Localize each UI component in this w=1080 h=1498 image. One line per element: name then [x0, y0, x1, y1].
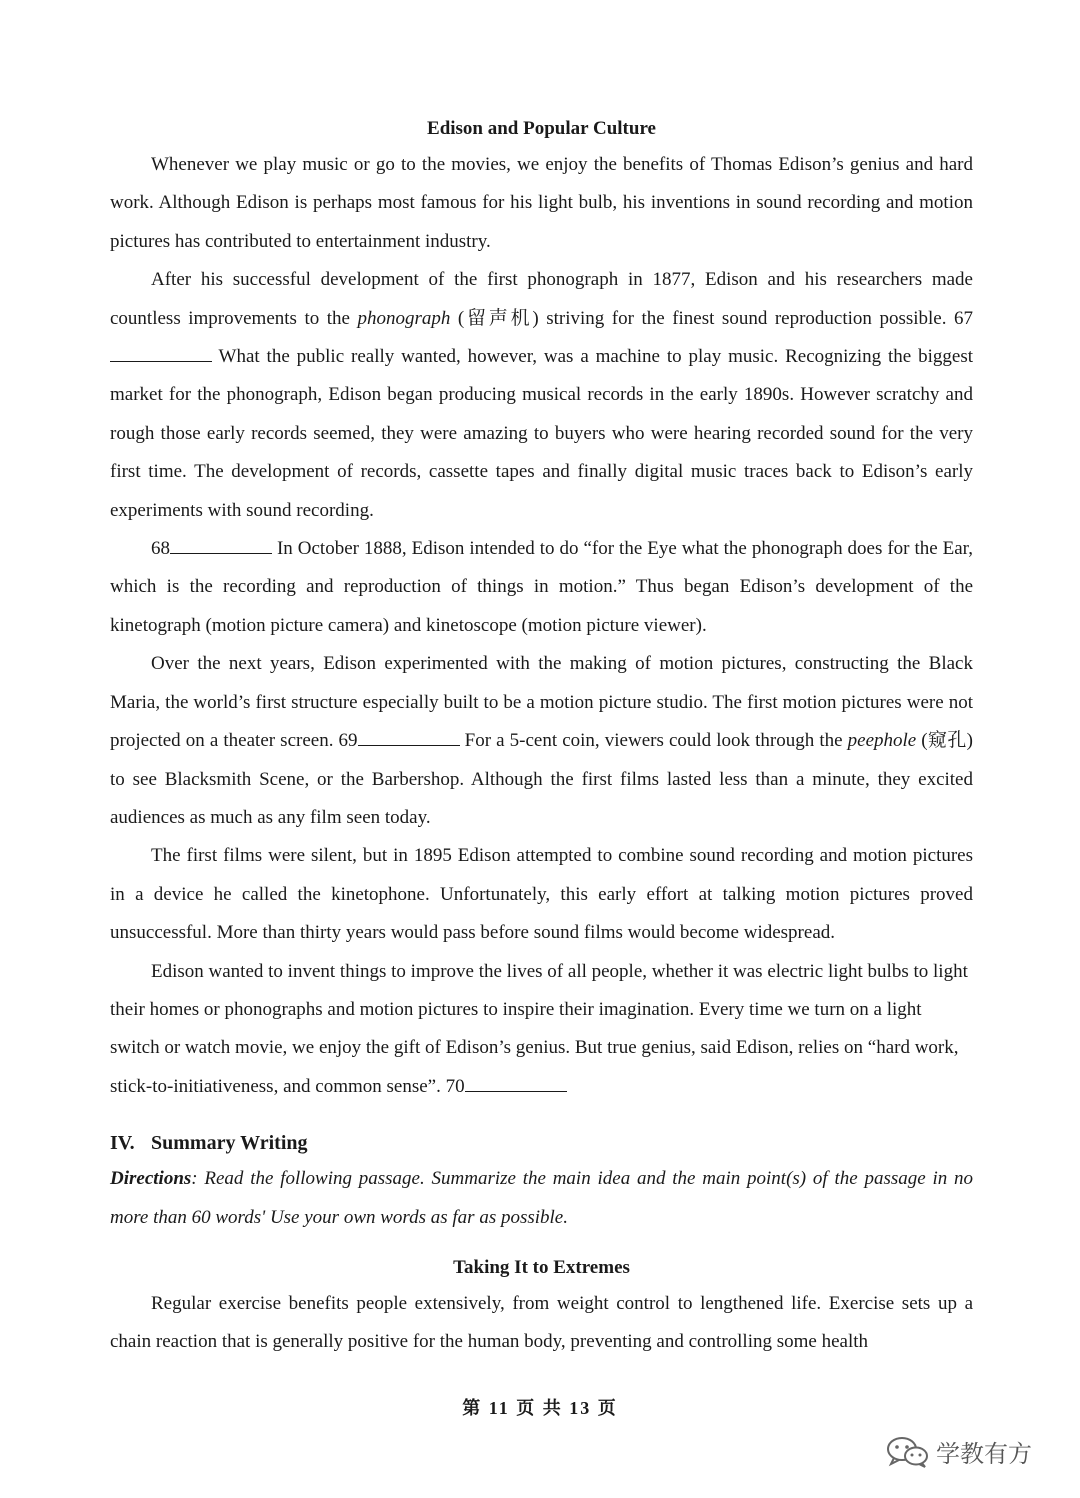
watermark — [886, 1434, 1032, 1469]
paragraph-4-text-a: Over the next years, Edison experimented with the making of motion pictures, constructing the Black Maria, the world’s first structure especially built to be a motion picture studio. The first motion pictures were not projected on a theater screen. 69 — [110, 653, 973, 752]
paragraph-3 — [110, 530, 973, 645]
directions — [110, 1160, 973, 1237]
answer-blank-70[interactable] — [465, 1072, 567, 1092]
answer-blank-69[interactable] — [358, 726, 460, 746]
paragraph-3-text-a: 68 — [151, 538, 170, 560]
paragraph-1: Whenever we play music or go to the movies, we enjoy the benefits of Thomas Edison’s genius and hard work. Although Edison is perhaps most famous for his light bulb, his inventions in sound recording and motion pictures has contributed to entertainment industry. — [110, 154, 973, 252]
paragraph-2-text-a: After his successful development of the first phonograph in 1877, Edison and his researchers made countless improvements to the — [110, 269, 973, 329]
term-peephole: peephole — [847, 730, 917, 752]
directions-label: Directions — [110, 1168, 192, 1190]
answer-blank-67[interactable] — [110, 342, 212, 362]
document-body — [110, 112, 973, 1362]
paragraph-4-text-c: (窥孔) to see Blacksmith Scene, or the Barbershop. Although the first films lasted less than a minute, they excited audiences as much as any film seen today. — [110, 730, 973, 828]
section-title: Summary Writing — [151, 1132, 308, 1155]
paragraph-6-text-a: Edison wanted to invent things to improve the lives of all people, whether it was electric light bulbs to light their homes or phonographs and motion pictures to inspire their imagination. Every time we turn on a light switch or watch movie, we enjoy the gift of Edison’s genius. But true genius, said Edison, relies on “hard work, stick-to-initiativeness, and common sense”. 70 — [110, 960, 968, 1097]
section-number: IV. — [110, 1132, 135, 1155]
paragraph-4 — [110, 645, 973, 837]
article-title: Edison and Popular Culture — [427, 118, 656, 139]
paragraph-2 — [110, 261, 973, 530]
paragraph-6 — [110, 953, 973, 1107]
passage-title: Taking It to Extremes — [453, 1256, 630, 1278]
wechat-icon — [886, 1436, 930, 1468]
watermark-text: 学教有方 — [936, 1440, 1032, 1468]
section-heading — [110, 1126, 973, 1160]
paragraph-2-text-b: (留声机) striving for the finest sound reproduction possible. 67 — [450, 307, 973, 329]
paragraph-7: Regular exercise benefits people extensively, from weight control to lengthened life. Exercise sets up a chain reaction that is generally positive for the human body, preventing and controlling some health — [110, 1292, 973, 1353]
page-footer: 第 11 页 共 13 页 — [462, 1398, 618, 1418]
answer-blank-68[interactable] — [170, 534, 272, 554]
paragraph-5: The first films were silent, but in 1895 Edison attempted to combine sound recording and motion pictures in a device he called the kinetophone. Unfortunately, this early effort at talking motion pictures proved unsuccessful. More than thirty years would pass before sound films would become widespread. — [110, 845, 973, 944]
directions-text: : Read the following passage. Summarize the main idea and the main point(s) of the passage in no more than 60 words' Use your own words as far as possible. — [110, 1168, 973, 1228]
paragraph-4-text-b: For a 5-cent coin, viewers could look through the — [459, 730, 848, 752]
term-phonograph: phonograph — [357, 307, 451, 329]
paragraph-2-text-c: What the public really wanted, however, was a machine to play music. Recognizing the biggest market for the phonograph, Edison began producing musical records in the early 1890s. However scratchy and rough those early records seemed, they were amazing to buyers who were hearing recorded sound for the very first time. The development of records, cassette tapes and finally digital music traces back to Edison’s early experiments with sound recording. — [110, 346, 973, 521]
paragraph-3-text-b: In October 1888, Edison intended to do “for the Eye what the phonograph does for the Ear, which is the recording and reproduction of things in motion.” Thus began Edison’s development of the kinetograph (motion picture camera) and kinetoscope (motion picture viewer). — [110, 538, 973, 636]
